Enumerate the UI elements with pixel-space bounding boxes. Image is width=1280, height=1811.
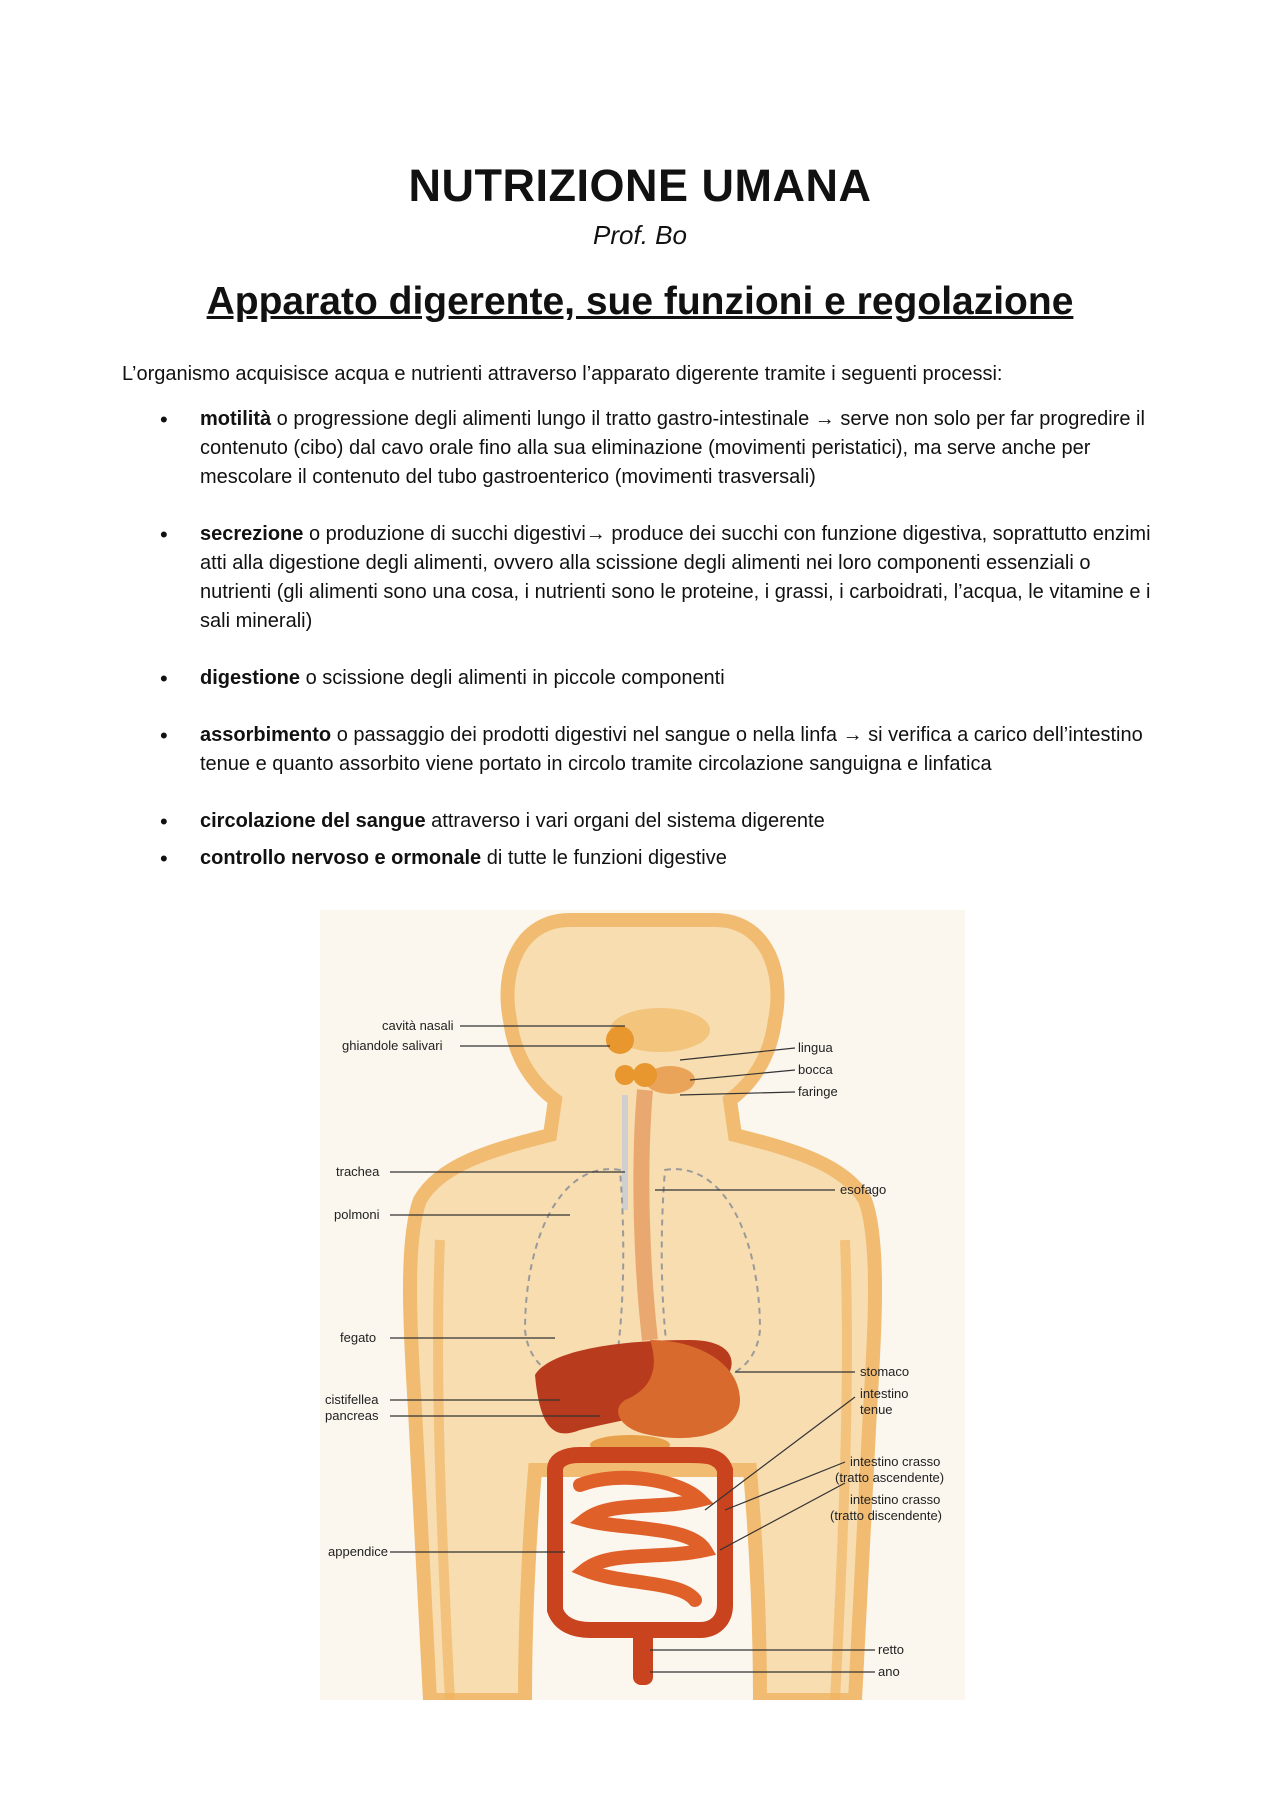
small-intestine (580, 1478, 705, 1600)
figure-label: tenue (860, 1402, 893, 1417)
figure-label: intestino crasso (850, 1492, 941, 1507)
figure-label: retto (878, 1642, 905, 1657)
figure-label: pancreas (325, 1408, 379, 1423)
digestive-system-figure (320, 910, 965, 1700)
figure-label: intestino crasso (850, 1454, 941, 1469)
description: o produzione di succhi digestivi→ produce dei succhi con funzione digestiva, soprattutto enzimi atti alla digestione degli alimenti, ovvero alla scissione degli alimenti nei loro componenti essenziali o nutrienti (gli alimenti sono una cosa, i nutrienti sono le proteine, i grassi, i carboidrati, l’acqua, le vitamine e i sali minerali) (200, 523, 1151, 632)
figure-label: fegato (340, 1330, 377, 1345)
rectum (633, 1630, 653, 1685)
figure-label: ano (878, 1664, 900, 1679)
list-item (160, 664, 1160, 693)
list-item (160, 405, 1160, 492)
esophagus (641, 1090, 650, 1340)
salivary-gland (633, 1063, 657, 1087)
figure-label: stomaco (860, 1364, 910, 1379)
term: assorbimento (200, 724, 332, 746)
section-title: Apparato digerente, sue funzioni e regolazione (206, 280, 1074, 323)
figure-label: cistifellea (325, 1392, 379, 1407)
figure-label: appendice (328, 1544, 388, 1559)
figure-label: polmoni (334, 1207, 380, 1222)
description: di tutte le funzioni digestive (481, 847, 727, 869)
document-title: NUTRIZIONE UMANA (408, 160, 872, 211)
term: motilità (200, 408, 272, 430)
figure-label: bocca (798, 1062, 833, 1077)
intro-paragraph: L’organismo acquisisce acqua e nutrienti attraverso l’apparato digerente tramite i seguenti processi: (122, 363, 1003, 385)
description: o progressione degli alimenti lungo il tratto gastro-intestinale → serve non solo per far progredire il contenuto (cibo) dal cavo orale fino alla sua eliminazione (movimenti peristatici), ma serve anche per mescolare il contenuto del tubo gastroenterico (movimenti trasversali) (200, 408, 1145, 488)
digestive-system-diagram (320, 910, 965, 1700)
figure-label: (tratto ascendente) (835, 1470, 945, 1485)
description: attraverso i vari organi del sistema digerente (425, 810, 825, 832)
salivary-gland (606, 1026, 634, 1054)
salivary-gland (615, 1065, 635, 1085)
process-list (160, 405, 1160, 873)
term: circolazione del sangue (200, 810, 426, 832)
list-item (160, 844, 1160, 873)
figure-label: (tratto discendente) (830, 1508, 943, 1523)
figure-label: ghiandole salivari (342, 1038, 443, 1053)
term: digestione (200, 667, 301, 689)
author: Prof. Bo (593, 220, 687, 250)
term: secrezione (200, 523, 304, 545)
term: controllo nervoso e ormonale (200, 847, 482, 869)
figure-label: cavità nasali (382, 1018, 454, 1033)
description: o passaggio dei prodotti digestivi nel sangue o nella linfa → si verifica a carico dell’intestino tenue e quanto assorbito viene portato in circolo tramite circolazione sanguigna e linfatica (200, 724, 1143, 775)
figure-label: trachea (336, 1164, 380, 1179)
list-item (160, 721, 1160, 779)
figure-label: esofago (840, 1182, 887, 1197)
figure-label: lingua (798, 1040, 833, 1055)
figure-label: faringe (798, 1084, 838, 1099)
figure-label: intestino (860, 1386, 909, 1401)
description: o scissione degli alimenti in piccole componenti (300, 667, 725, 689)
list-item (160, 807, 1160, 836)
list-item (160, 520, 1160, 636)
